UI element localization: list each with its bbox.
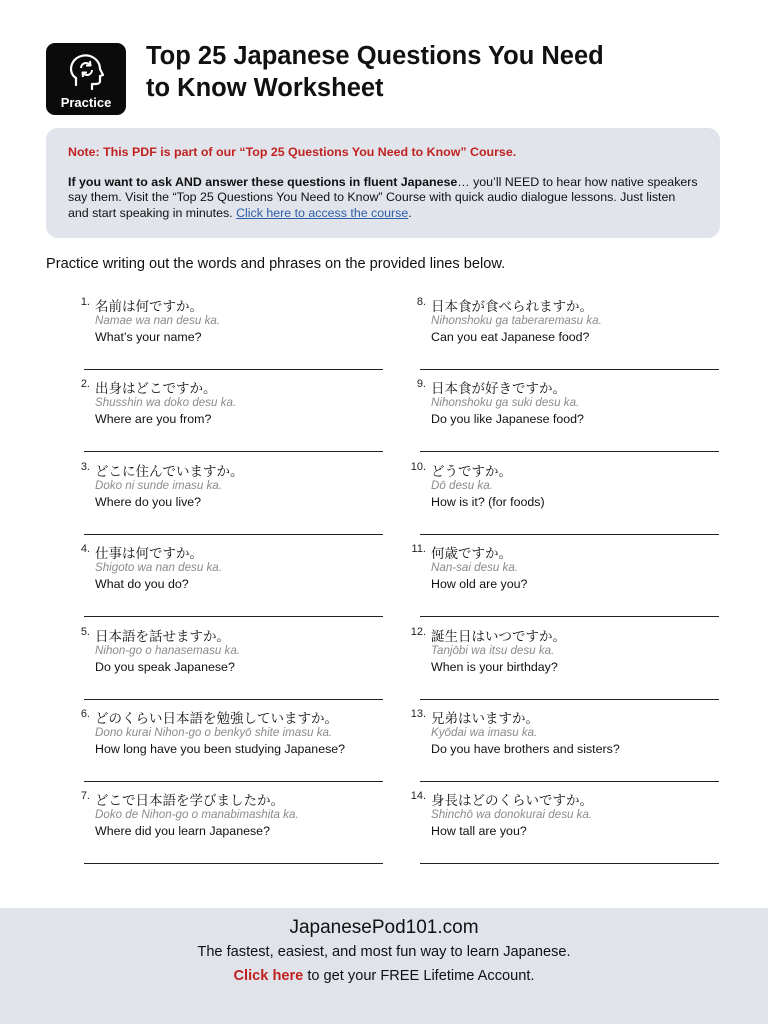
question-romaji: Doko ni sunde imasu ka. [95, 478, 222, 492]
question-item [66, 789, 386, 869]
writing-line[interactable] [84, 781, 383, 782]
question-romaji: Kyōdai wa imasu ka. [431, 726, 538, 739]
question-number: 9. [416, 378, 426, 391]
question-english: Can you eat Japanese food? [431, 330, 590, 344]
page-title [146, 40, 726, 104]
writing-line[interactable] [84, 369, 383, 370]
question-number: 10. [410, 460, 426, 473]
question-item [402, 707, 722, 787]
question-number: 12. [410, 625, 426, 638]
question-item [66, 542, 386, 622]
question-japanese: どのくらい日本語を勉強していますか。 [95, 711, 338, 727]
question-japanese: 名前は何ですか。 [95, 299, 203, 315]
question-japanese: 誕生日はいつですか。 [431, 628, 566, 645]
free-account-link[interactable]: Click here [233, 968, 304, 984]
question-romaji: Shinchō wa donokurai desu ka. [431, 808, 593, 822]
writing-line[interactable] [420, 451, 719, 452]
question-japanese: 出身はどこですか。 [95, 381, 217, 398]
question-number: 4. [80, 543, 90, 556]
question-number: 1. [80, 296, 90, 308]
question-english: Where do you live? [95, 494, 202, 509]
writing-line[interactable] [84, 534, 383, 535]
question-japanese: どこで日本語を学びましたか。 [95, 793, 284, 810]
question-english: What do you do? [95, 577, 189, 592]
note-link-end: . [408, 205, 412, 220]
question-romaji: Shigoto wa nan desu ka. [95, 561, 222, 575]
note-body-bold: If you want to ask AND answer these questions in fluent Japanese [68, 174, 458, 189]
question-japanese: 何歳ですか。 [431, 546, 512, 563]
question-romaji: Shusshin wa doko desu ka. [95, 396, 237, 410]
question-item [66, 707, 386, 787]
course-note-box [46, 128, 720, 238]
question-romaji: Nihonshoku ga taberaremasu ka. [431, 314, 602, 327]
question-number: 14. [410, 790, 426, 803]
question-english: How is it? (for foods) [431, 494, 545, 509]
question-romaji: Namae wa nan desu ka. [95, 314, 221, 327]
question-romaji: Nihonshoku ga suki desu ka. [431, 396, 580, 410]
question-number: 13. [410, 708, 426, 720]
title-line-2: to Know Worksheet [146, 74, 384, 102]
question-romaji: Tanjōbi wa itsu desu ka. [431, 643, 555, 657]
question-number: 2. [80, 378, 90, 391]
footer-cta-text: to get your FREE Lifetime Account. [303, 968, 535, 984]
footer-tagline: The fastest, easiest, and most fun way to learn Japanese. [197, 944, 571, 960]
question-number: 5. [80, 625, 90, 638]
question-romaji: Dō desu ka. [431, 478, 493, 492]
question-japanese: どうですか。 [431, 463, 512, 480]
question-item [66, 460, 386, 540]
writing-line[interactable] [84, 863, 383, 864]
question-item [402, 295, 722, 375]
footer-brand: JapanesePod101.com [289, 917, 479, 938]
title-line-1: Top 25 Japanese Questions You Need [146, 42, 604, 70]
question-item [402, 377, 722, 457]
question-number: 8. [416, 296, 426, 308]
note-body [68, 175, 698, 222]
logo-label: Practice [60, 95, 112, 110]
question-item [66, 377, 386, 457]
question-english: Do you have brothers and sisters? [431, 742, 620, 756]
footer-cta [0, 968, 768, 984]
question-item [402, 460, 722, 540]
writing-line[interactable] [420, 369, 719, 370]
writing-line[interactable] [84, 699, 383, 700]
question-number: 6. [80, 708, 90, 720]
question-item [66, 295, 386, 375]
question-item [402, 625, 722, 705]
practice-logo [46, 43, 126, 115]
question-romaji: Doko de Nihon-go o manabimashita ka. [95, 808, 299, 822]
question-japanese: 日本食が好きですか。 [431, 381, 566, 398]
question-english: Do you like Japanese food? [431, 412, 584, 427]
question-english: When is your birthday? [431, 659, 558, 674]
question-number: 7. [80, 790, 90, 803]
access-course-link[interactable]: Click here to access the course [236, 205, 409, 220]
writing-line[interactable] [84, 616, 383, 617]
question-item [66, 625, 386, 705]
writing-line[interactable] [420, 534, 719, 535]
writing-line[interactable] [420, 699, 719, 700]
practice-instruction: Practice writing out the words and phrases on the provided lines below. [46, 256, 506, 272]
note-body-text: … you’ll NEED to hear how native speakers say them. Visit the “Top 25 Questions You Need to Know” Course with quick audio dialogue lessons. Just listen and start speaking in minutes. [68, 174, 698, 220]
question-romaji: Nan-sai desu ka. [431, 561, 518, 575]
question-english: Do you speak Japanese? [95, 659, 235, 674]
question-japanese: 日本食が食べられますか。 [431, 299, 593, 315]
writing-line[interactable] [420, 863, 719, 864]
question-item [402, 542, 722, 622]
question-japanese: 仕事は何ですか。 [95, 546, 203, 563]
question-item [402, 789, 722, 869]
question-number: 3. [80, 460, 90, 473]
writing-line[interactable] [420, 781, 719, 782]
question-english: What’s your name? [95, 330, 202, 344]
question-english: Where are you from? [95, 412, 212, 427]
question-english: How long have you been studying Japanese? [95, 742, 346, 756]
writing-line[interactable] [84, 451, 383, 452]
question-romaji: Nihon-go o hanasemasu ka. [95, 643, 241, 657]
question-japanese: 兄弟はいますか。 [431, 711, 539, 727]
question-english: How old are you? [431, 577, 528, 592]
question-english: How tall are you? [431, 824, 527, 839]
question-japanese: 身長はどのくらいですか。 [431, 793, 593, 810]
head-refresh-icon [65, 51, 107, 93]
question-english: Where did you learn Japanese? [95, 824, 270, 839]
writing-line[interactable] [420, 616, 719, 617]
footer-banner [0, 908, 768, 1024]
question-romaji: Dono kurai Nihon-go o benkyō shite imasu ka. [95, 726, 333, 739]
note-headline: Note: This PDF is part of our “Top 25 Questions You Need to Know” Course. [68, 145, 517, 159]
question-japanese: 日本語を話せますか。 [95, 628, 230, 645]
question-number: 11. [411, 543, 426, 556]
question-japanese: どこに住んでいますか。 [95, 463, 244, 480]
